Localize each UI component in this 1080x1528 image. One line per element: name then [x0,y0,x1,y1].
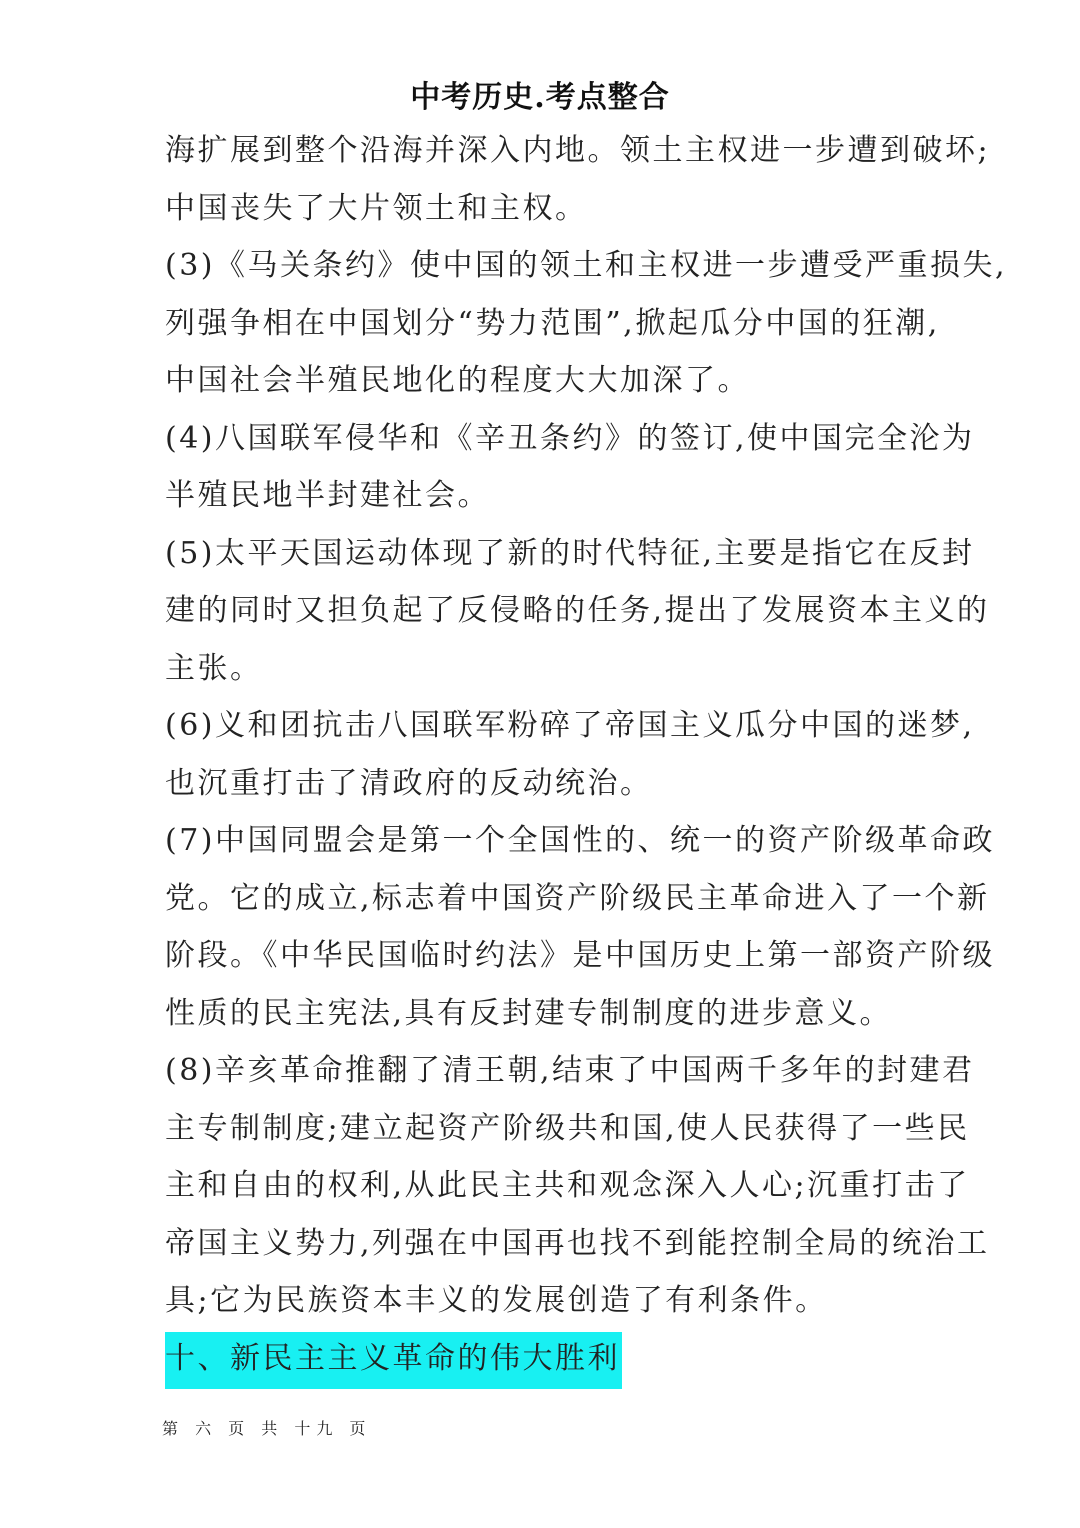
text-line: 列强争相在中国划分“势力范围”,掀起瓜分中国的狂潮, [165,305,940,341]
text-line: (5)太平天国运动体现了新的时代特征,主要是指它在反封 [165,535,975,571]
text-line: 半殖民地半封建社会。 [165,478,490,513]
text-line: 主张。 [165,650,263,686]
body-text [165,122,1008,1392]
text-line: (6)义和团抗击八国联军粉碎了帝国主义瓜分中国的迷梦, [165,708,975,743]
text-line: (4)八国联军侵华和《辛丑条约》的签订,使中国完全沦为 [165,420,975,456]
text-line: 具;它为民族资本丰义的发展创造了有利条件。 [165,1283,828,1318]
text-line: 阶段。《中华民国临时约法》是中国历史上第一部资产阶级 [165,938,995,973]
text-line: 主和自由的权利,从此民主共和观念深入人心;沉重打击了 [165,1168,970,1203]
text-line: 建的同时又担负起了反侵略的任务,提出了发展资本主义的 [165,593,990,628]
text-line: 中国丧失了大片领土和主权。 [165,190,588,226]
text-line: (3)《马关条约》使中国的领土和主权进一步遭受严重损失, [165,248,1008,283]
text-line: (7)中国同盟会是第一个全国性的、统一的资产阶级革命政 [165,823,995,858]
text-line: 中国社会半殖民地化的程度大大加深了。 [165,363,750,398]
page-footer: 第 六 页 共 十九 页 [162,1419,372,1438]
text-line: 党。它的成立,标志着中国资产阶级民主革命进入了一个新 [165,880,990,916]
text-line: 性质的民主宪法,具有反封建专制制度的进步意义。 [165,995,893,1031]
section-heading-row [165,1330,925,1392]
text-line: 帝国主义势力,列强在中国再也找不到能控制全局的统治工 [165,1225,990,1261]
text-line: 主专制制度;建立起资产阶级共和国,使人民获得了一些民 [165,1110,970,1146]
text-line: 也沉重打击了清政府的反动统治。 [165,765,653,801]
page-title: 中考历史.考点整合 [410,80,670,115]
text-line: 海扩展到整个沿海并深入内地。领土主权进一步遭到破坏; [165,133,991,168]
text-line: (8)辛亥革命推翻了清王朝,结束了中国两千多年的封建君 [165,1053,975,1088]
section-heading: 十、新民主主义革命的伟大胜利 [165,1332,622,1389]
